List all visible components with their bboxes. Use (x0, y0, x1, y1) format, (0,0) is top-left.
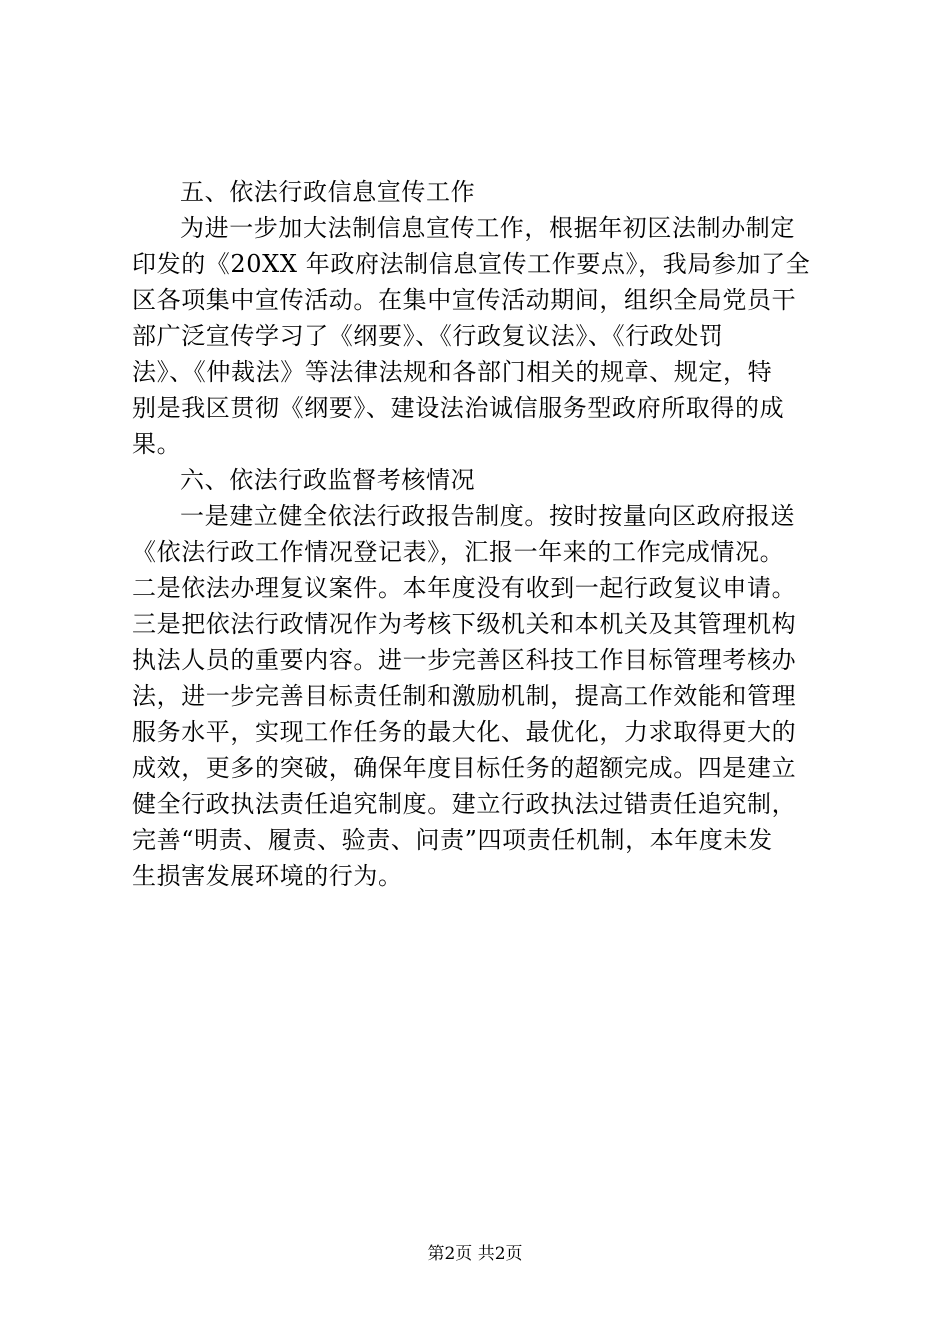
paragraph-line: 二是依法办理复议案件。本年度没有收到一起行政复议申请。 (132, 574, 797, 602)
paragraph-line: 《依法行政工作情况登记表》，汇报一年来的工作完成情况。 (132, 538, 785, 566)
paragraph-line: 执法人员的重要内容。进一步完善区科技工作目标管理考核办 (132, 646, 797, 674)
paragraph-line: 生损害发展环境的行为。 (132, 862, 403, 890)
paragraph-line: 区各项集中宣传活动。在集中宣传活动期间，组织全局党员干 (132, 286, 797, 314)
paragraph-line: 健全行政执法责任追究制度。建立行政执法过错责任追究制， (132, 790, 797, 818)
paragraph-line: 法》、《仲裁法》等法律法规和各部门相关的规章、规定，特 (132, 358, 773, 386)
section-heading-6: 六、依法行政监督考核情况 (180, 466, 476, 494)
paragraph-line: 服务水平，实现工作任务的最大化、最优化，力求取得更大的 (132, 718, 797, 746)
paragraph-line: 成效，更多的突破，确保年度目标任务的超额完成。四是建立 (132, 754, 797, 782)
paragraph-line: 果。 (132, 430, 182, 458)
paragraph-line: 完善“明责、履责、验责、问责”四项责任机制，本年度未发 (132, 826, 773, 854)
paragraph-line: 部广泛宣传学习了《纲要》、《行政复议法》、《行政处罚 (132, 322, 724, 350)
document-body (132, 174, 832, 894)
paragraph-line: 别是我区贯彻《纲要》、建设法治诚信服务型政府所取得的成 (132, 394, 785, 422)
section-heading-5: 五、依法行政信息宣传工作 (180, 178, 476, 206)
paragraph-line: 三是把依法行政情况作为考核下级机关和本机关及其管理机构 (132, 610, 797, 638)
paragraph-line: 印发的《20XX 年政府法制信息宣传工作要点》，我局参加了全 (132, 250, 811, 278)
paragraph-line: 法，进一步完善目标责任制和激励机制，提高工作效能和管理 (132, 682, 797, 710)
page-number-footer: 第2页 共2页 (427, 1244, 523, 1264)
paragraph-line: 为进一步加大法制信息宣传工作，根据年初区法制办制定 (180, 214, 795, 242)
paragraph-line: 一是建立健全依法行政报告制度。按时按量向区政府报送 (180, 502, 795, 530)
